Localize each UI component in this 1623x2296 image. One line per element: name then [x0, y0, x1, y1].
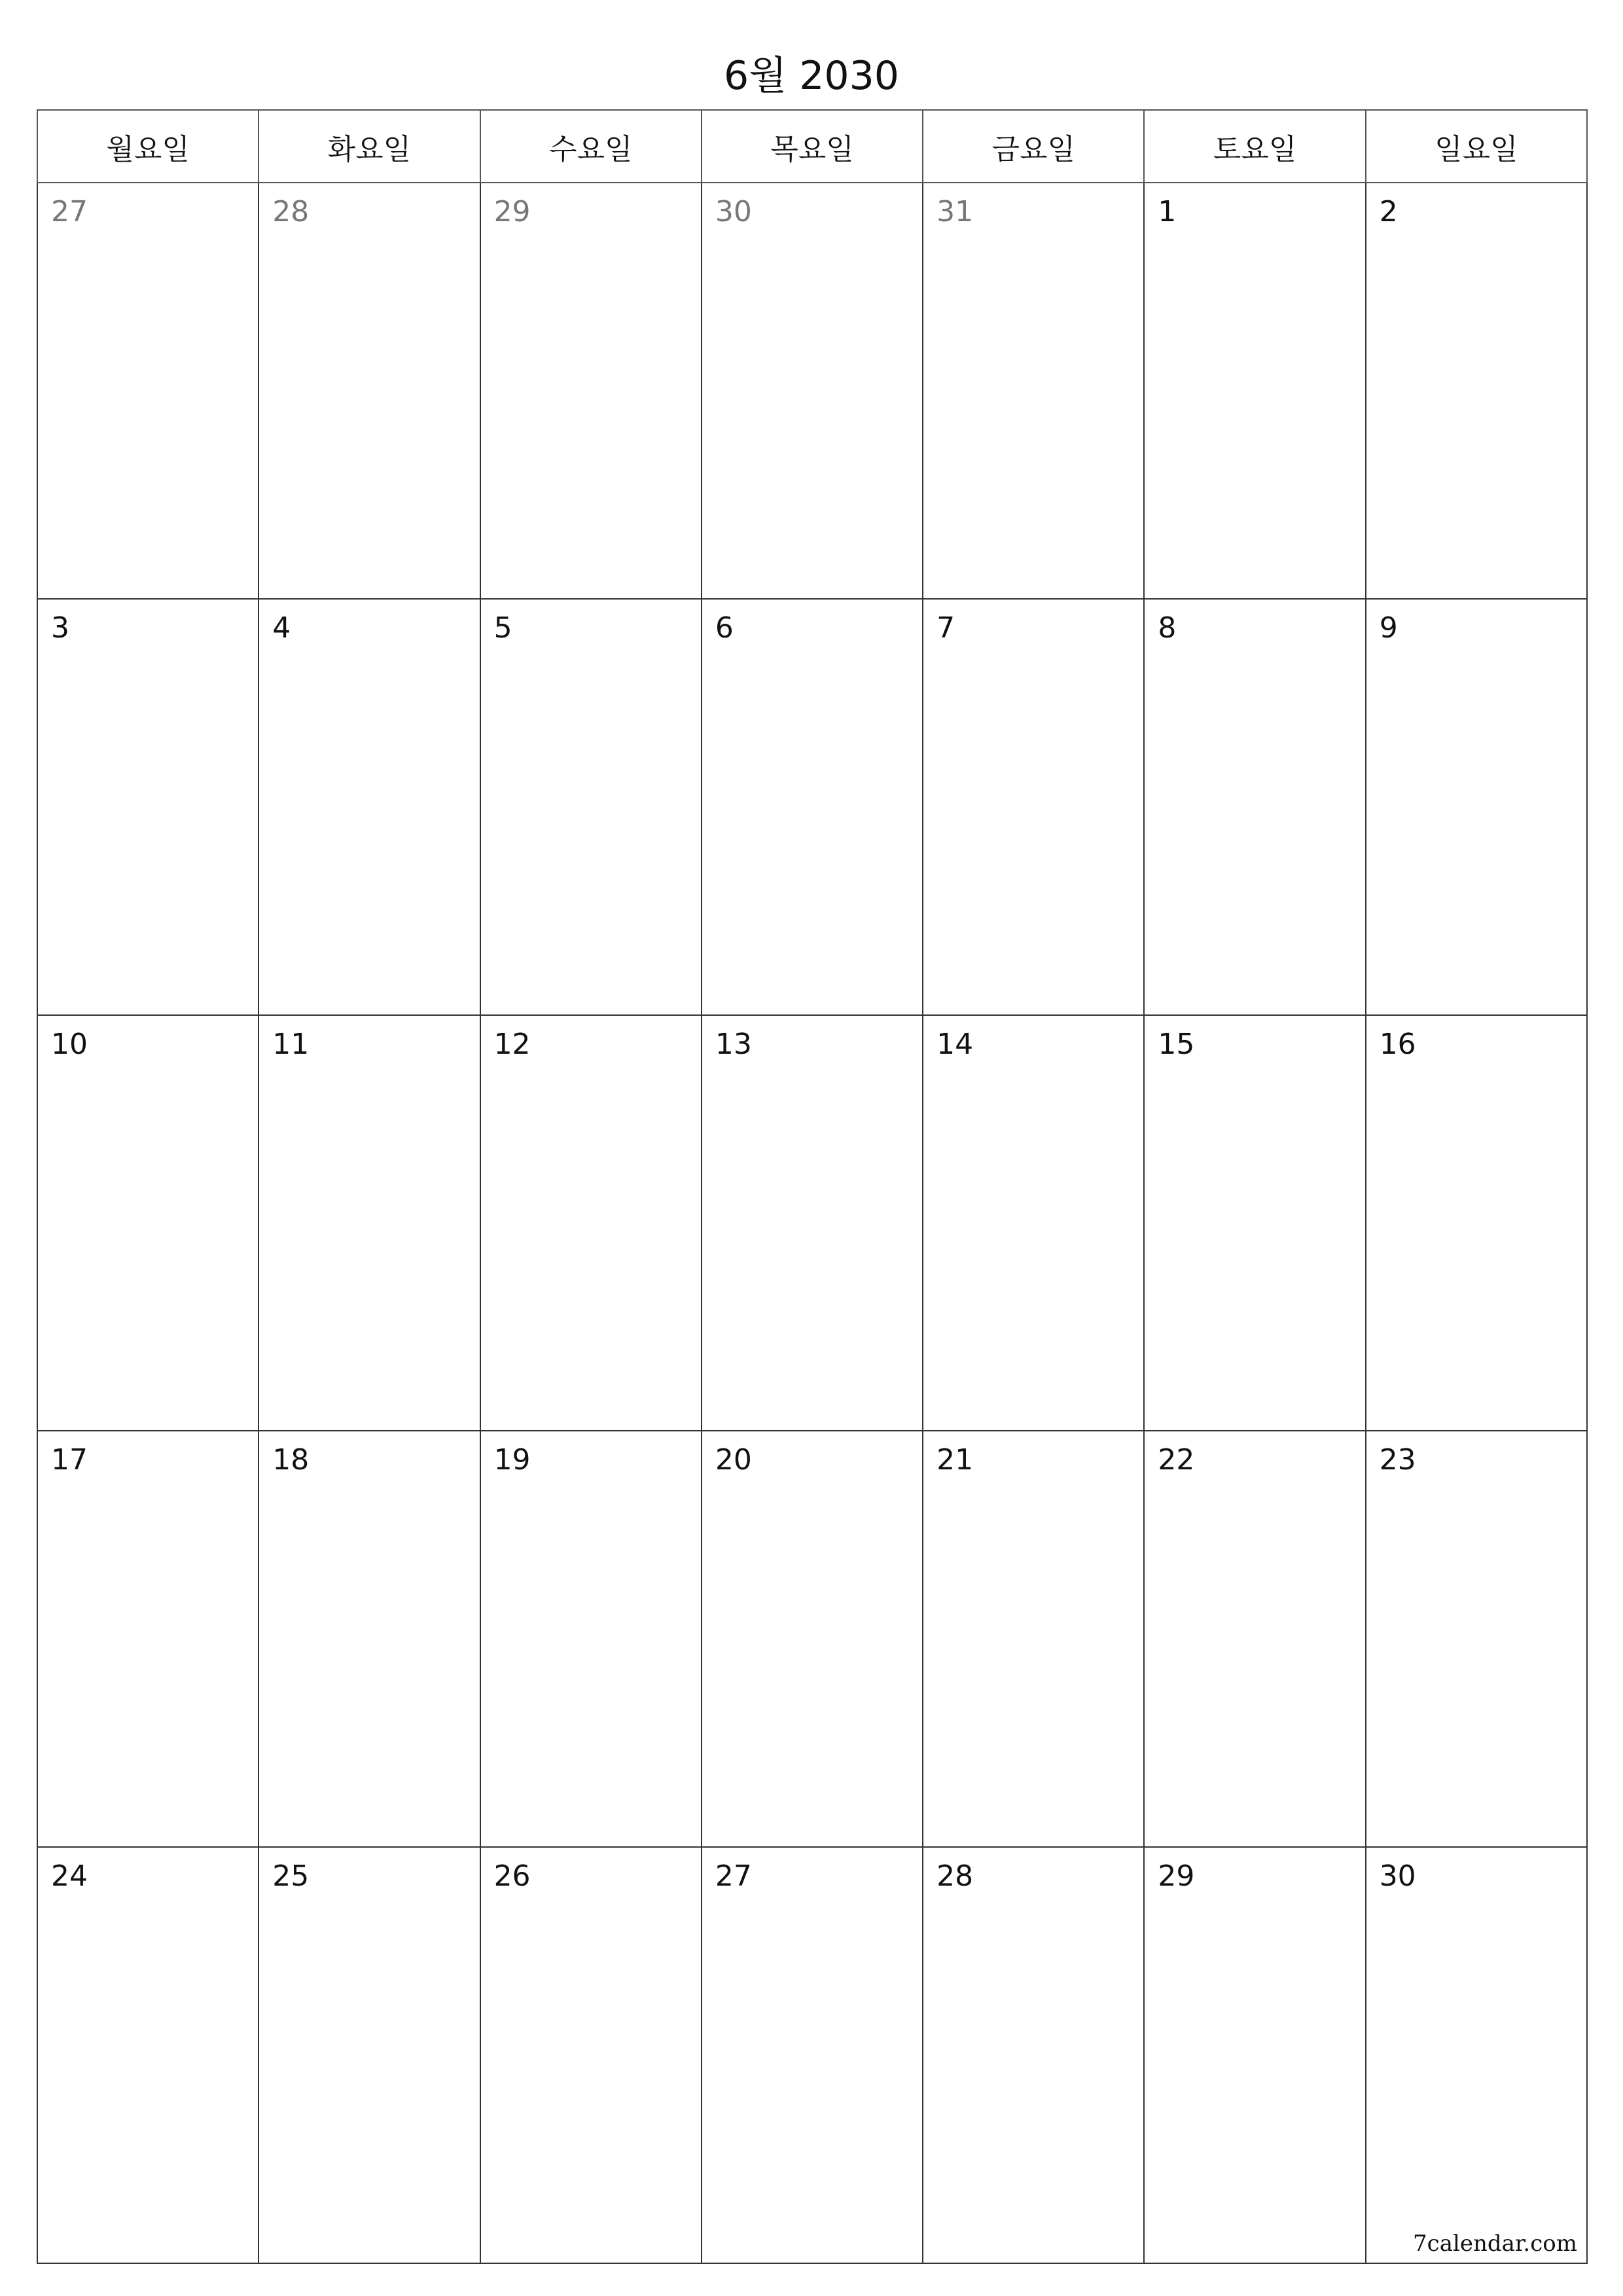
day-number: 7 [936, 611, 955, 645]
day-cell[interactable] [1144, 183, 1365, 599]
day-number: 18 [272, 1443, 310, 1477]
day-cell[interactable] [480, 1847, 702, 2263]
day-number: 12 [493, 1027, 531, 1061]
weekday-header-sat: 토요일 [1144, 110, 1365, 183]
day-number: 17 [51, 1443, 88, 1477]
day-cell[interactable] [923, 1015, 1144, 1431]
day-number: 1 [1158, 195, 1177, 228]
day-number: 16 [1379, 1027, 1416, 1061]
day-cell[interactable] [702, 1015, 923, 1431]
weekday-header-fri: 금요일 [923, 110, 1144, 183]
day-cell[interactable] [37, 1015, 259, 1431]
day-number: 24 [51, 1859, 88, 1893]
day-number: 19 [493, 1443, 531, 1477]
day-number: 2 [1379, 195, 1398, 228]
day-number: 27 [715, 1859, 752, 1893]
day-cell[interactable] [702, 1847, 923, 2263]
day-number: 29 [493, 195, 531, 228]
week-row [37, 183, 1587, 599]
day-number: 9 [1379, 611, 1398, 645]
day-number: 25 [272, 1859, 310, 1893]
day-number: 29 [1158, 1859, 1195, 1893]
day-number: 22 [1158, 1443, 1195, 1477]
day-cell[interactable] [702, 599, 923, 1015]
week-row [37, 1431, 1587, 1847]
day-cell[interactable] [1144, 1431, 1365, 1847]
day-cell-adjacent-month[interactable] [702, 183, 923, 599]
day-cell-adjacent-month[interactable] [259, 183, 480, 599]
day-number: 14 [936, 1027, 974, 1061]
day-number: 15 [1158, 1027, 1195, 1061]
day-number: 8 [1158, 611, 1177, 645]
day-number: 11 [272, 1027, 310, 1061]
day-number: 31 [936, 195, 974, 228]
day-number: 5 [493, 611, 512, 645]
day-number: 26 [493, 1859, 531, 1893]
weekday-header-mon: 월요일 [37, 110, 259, 183]
day-number: 28 [936, 1859, 974, 1893]
day-number: 10 [51, 1027, 88, 1061]
calendar-grid [37, 109, 1588, 2264]
day-number: 13 [715, 1027, 752, 1061]
day-cell[interactable] [923, 1847, 1144, 2263]
day-number: 21 [936, 1443, 974, 1477]
day-cell[interactable] [1366, 599, 1587, 1015]
calendar-title: 6월 2030 [724, 53, 899, 99]
weekday-header-sun: 일요일 [1366, 110, 1587, 183]
week-row [37, 1015, 1587, 1431]
weekday-header-tue: 화요일 [259, 110, 480, 183]
calendar-body [37, 183, 1587, 2263]
day-cell[interactable] [1144, 1847, 1365, 2263]
day-number: 4 [272, 611, 291, 645]
day-cell[interactable] [923, 1431, 1144, 1847]
day-number: 30 [715, 195, 752, 228]
day-cell[interactable] [480, 1015, 702, 1431]
weekday-header-row [37, 110, 1587, 183]
day-number: 6 [715, 611, 734, 645]
day-cell[interactable] [1366, 1847, 1587, 2263]
day-cell[interactable] [259, 1015, 480, 1431]
day-cell[interactable] [37, 1847, 259, 2263]
day-cell[interactable] [480, 599, 702, 1015]
day-cell[interactable] [923, 599, 1144, 1015]
day-number: 27 [51, 195, 88, 228]
day-cell-adjacent-month[interactable] [480, 183, 702, 599]
day-cell[interactable] [259, 1847, 480, 2263]
day-cell[interactable] [1144, 1015, 1365, 1431]
day-cell[interactable] [1144, 599, 1365, 1015]
day-number: 30 [1379, 1859, 1416, 1893]
day-cell[interactable] [37, 1431, 259, 1847]
day-number: 28 [272, 195, 310, 228]
day-number: 20 [715, 1443, 752, 1477]
day-number: 23 [1379, 1443, 1416, 1477]
day-cell-adjacent-month[interactable] [37, 183, 259, 599]
week-row [37, 599, 1587, 1015]
day-cell-adjacent-month[interactable] [923, 183, 1144, 599]
weekday-header-thu: 목요일 [702, 110, 923, 183]
day-cell[interactable] [37, 599, 259, 1015]
day-cell[interactable] [1366, 1015, 1587, 1431]
day-number: 3 [51, 611, 69, 645]
day-cell[interactable] [480, 1431, 702, 1847]
day-cell[interactable] [702, 1431, 923, 1847]
weekday-header-wed: 수요일 [480, 110, 702, 183]
day-cell[interactable] [1366, 1431, 1587, 1847]
day-cell[interactable] [1366, 183, 1587, 599]
day-cell[interactable] [259, 1431, 480, 1847]
day-cell[interactable] [259, 599, 480, 1015]
site-watermark: 7calendar.com [1413, 2231, 1577, 2257]
week-row [37, 1847, 1587, 2263]
